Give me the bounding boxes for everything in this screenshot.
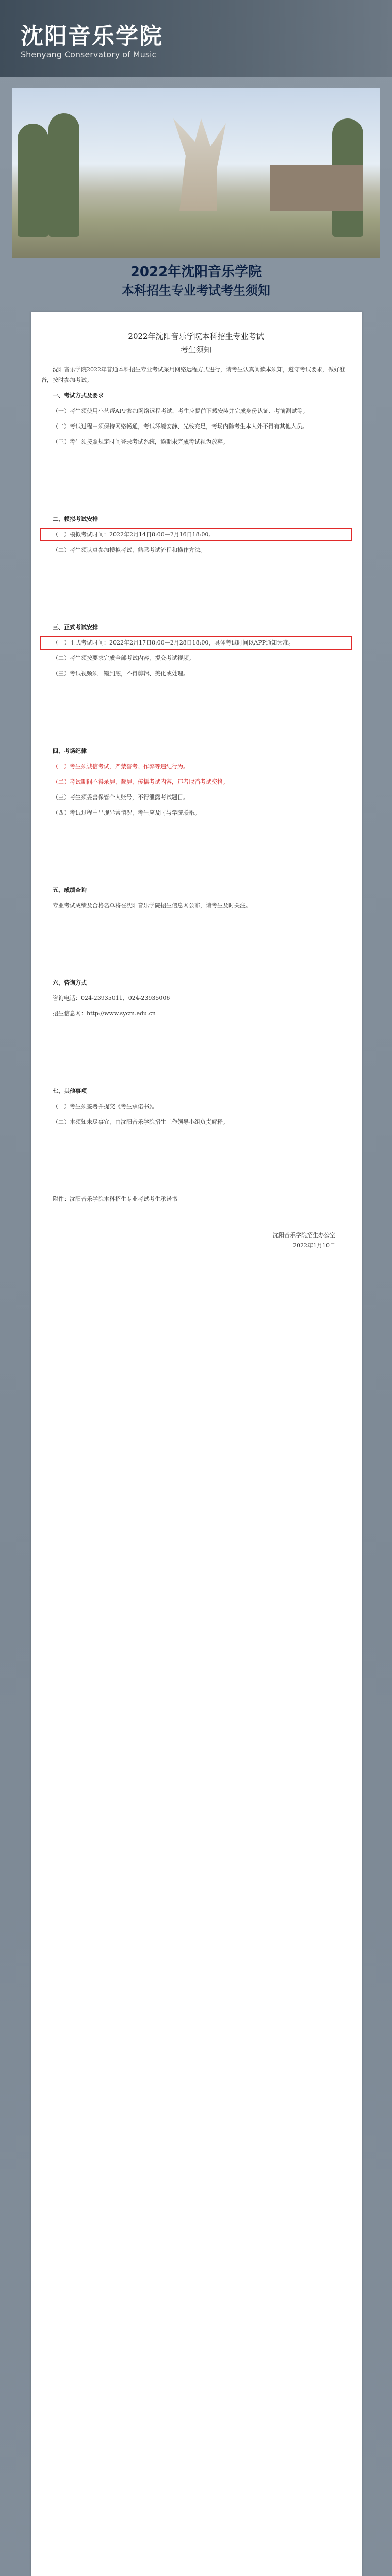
campus-banner-image (12, 88, 380, 258)
doc-section-heading: 二、模拟考试安排 (53, 516, 98, 522)
site-logo-en: Shenyang Conservatory of Music (21, 49, 157, 59)
doc-heading: 2022年沈阳音乐学院本科招生专业考试 (128, 332, 264, 341)
doc-paragraph: （二）考生须认真参加模拟考试，熟悉考试流程和操作方法。 (53, 547, 206, 553)
document-body (41, 330, 351, 1251)
site-logo-cn[interactable]: 沈阳音乐学院 (21, 23, 163, 49)
doc-attachment-note: 附件：沈阳音乐学院本科招生专业考试考生承诺书 (53, 1196, 177, 1202)
doc-subheading: 考生须知 (180, 345, 211, 354)
doc-section-heading: 一、考试方式及要求 (53, 392, 104, 399)
doc-section-heading: 六、咨询方式 (53, 979, 87, 986)
page-title-line1: 2022年沈阳音乐学院 (130, 264, 262, 280)
doc-section-heading: 五、成绩查询 (53, 887, 87, 893)
building-shape (270, 165, 363, 211)
doc-paragraph-red: （二）考试期间不得录屏、截屏、传播考试内容，违者取消考试资格。 (53, 778, 228, 785)
doc-paragraph: 咨询电话：024-23935011、024-23935006 (53, 995, 170, 1002)
doc-paragraph: （三）考生须按照规定时间登录考试系统，逾期未完成考试视为放弃。 (53, 438, 228, 445)
doc-paragraph-highlight: （一）模拟考试时间：2022年2月14日8:00—2月16日18:00。 (41, 530, 351, 540)
doc-paragraph: 专业考试成绩及合格名单将在沈阳音乐学院招生信息网公布，请考生及时关注。 (53, 902, 251, 909)
doc-paragraph: （三）考试视频须一镜到底，不得剪辑、美化或处理。 (53, 670, 189, 677)
tree-shape (18, 124, 48, 237)
doc-section-heading: 七、其他事项 (53, 1088, 87, 1094)
doc-paragraph: 沈阳音乐学院2022年普通本科招生专业考试采用网络远程方式进行，请考生认真阅读本须知，遵守考试要求，做好准备，按时参加考试。 (41, 366, 345, 383)
doc-section-heading: 四、考场纪律 (53, 748, 87, 754)
page-title-line2: 本科招生专业考试考生须知 (122, 283, 270, 298)
page-title (0, 263, 392, 300)
doc-paragraph: （一）考生须签署并提交《考生承诺书》。 (53, 1103, 158, 1110)
doc-paragraph-red: （一）考生须诚信考试，严禁替考、作弊等违纪行为。 (53, 763, 189, 770)
doc-paragraph: （三）考生须妥善保管个人账号，不得泄露考试题目。 (53, 794, 189, 801)
doc-link[interactable]: 招生信息网：http://www.sycm.edu.cn (53, 1010, 156, 1017)
site-header (0, 0, 392, 77)
doc-paragraph: （一）考生须使用小艺帮APP参加网络远程考试，考生应提前下载安装并完成身份认证、考前测试等。 (53, 408, 308, 414)
doc-signature: 沈阳音乐学院招生办公室 (273, 1232, 335, 1239)
doc-section-heading: 三、正式考试安排 (53, 624, 98, 631)
doc-paragraph: （二）本须知未尽事宜，由沈阳音乐学院招生工作领导小组负责解释。 (53, 1118, 228, 1125)
statue-shape (167, 118, 229, 211)
doc-paragraph: （二）考试过程中须保持网络畅通，考试环境安静、光线充足，考场内除考生本人外不得有其他人员。 (53, 423, 308, 430)
doc-paragraph-highlight: （一）正式考试时间：2022年2月17日8:00—2月28日18:00，具体考试时间以APP通知为准。 (41, 638, 351, 648)
doc-date: 2022年1月10日 (293, 1242, 335, 1249)
tree-shape (48, 113, 79, 237)
doc-paragraph: （四）考试过程中出现异常情况，考生应及时与学院联系。 (53, 809, 200, 816)
doc-paragraph: （二）考生须按要求完成全部考试内容，提交考试视频。 (53, 655, 194, 662)
